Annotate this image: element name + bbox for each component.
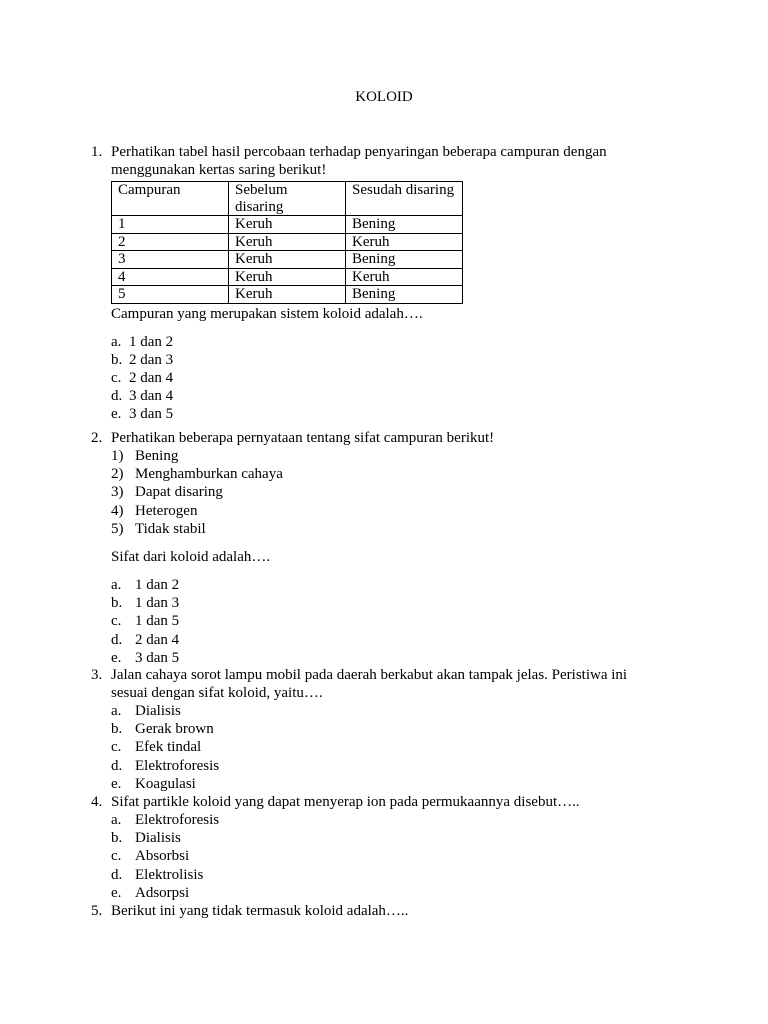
table-cell: Bening: [346, 251, 463, 269]
answer-option[interactable]: [111, 847, 661, 865]
answer-option[interactable]: [111, 757, 661, 775]
table-cell: Keruh: [229, 268, 346, 286]
answer-option[interactable]: [111, 612, 661, 630]
option-marker: b.: [111, 351, 123, 368]
option-marker: b.: [111, 830, 123, 847]
table-cell: Keruh: [229, 251, 346, 269]
table-row: [112, 233, 463, 251]
table-header: Campuran: [112, 182, 229, 216]
option-text: Gerak brown: [135, 721, 214, 738]
option-text: 3 dan 4: [129, 388, 174, 405]
question-prompt: Campuran yang merupakan sistem koloid adalah….: [111, 305, 423, 322]
question-text: Berikut ini yang tidak termasuk koloid adalah…..: [111, 903, 409, 919]
option-text: 2 dan 4: [135, 631, 180, 648]
option-text: 2 dan 3: [129, 351, 174, 368]
option-marker: d.: [111, 388, 123, 405]
table-row: [112, 286, 463, 304]
table-cell: Bening: [346, 286, 463, 304]
answer-option[interactable]: [111, 333, 661, 351]
answer-option[interactable]: [111, 884, 661, 902]
option-marker: b.: [111, 595, 123, 612]
answer-option[interactable]: [111, 829, 661, 847]
option-text: Efek tindal: [135, 739, 202, 756]
option-text: Elektrolisis: [135, 866, 204, 883]
question-number: 4.: [91, 794, 103, 810]
question-number: 1.: [91, 144, 103, 160]
table-cell: 5: [112, 286, 229, 304]
answer-option[interactable]: [111, 387, 661, 405]
table-cell: 2: [112, 233, 229, 251]
statement-item: [111, 502, 661, 520]
option-marker: a.: [111, 333, 122, 350]
option-text: Elektroforesis: [135, 812, 220, 828]
statement-marker: 5): [111, 520, 124, 537]
table-cell: 3: [112, 251, 229, 269]
question-text: Jalan cahaya sorot lampu mobil pada daerah berkabut akan tampak jelas. Peristiwa ini sesuai dengan sifat koloid, yaitu….: [111, 667, 628, 701]
statement-item: [111, 447, 661, 465]
option-marker: e.: [111, 884, 122, 901]
question-5: [91, 902, 661, 920]
option-text: Adsorpsi: [135, 884, 190, 901]
option-marker: e.: [111, 649, 122, 666]
statement-marker: 2): [111, 466, 124, 483]
answer-option[interactable]: [111, 405, 661, 423]
question-number: 3.: [91, 667, 103, 683]
answer-option[interactable]: [111, 866, 661, 884]
option-text: Elektroforesis: [135, 757, 220, 774]
answer-options: [111, 702, 661, 793]
option-marker: c.: [111, 613, 122, 630]
table-cell: Keruh: [229, 233, 346, 251]
statement-list: [111, 447, 661, 538]
answer-option[interactable]: [111, 649, 661, 667]
statement-text: Menghamburkan cahaya: [135, 466, 283, 483]
statement-marker: 4): [111, 502, 124, 519]
answer-option[interactable]: [111, 351, 661, 369]
answer-options: [111, 811, 661, 902]
question-number: 5.: [91, 903, 103, 919]
table-cell: 1: [112, 216, 229, 234]
statement-item: [111, 483, 661, 501]
table-row: [112, 251, 463, 269]
table-cell: Keruh: [346, 233, 463, 251]
answer-option[interactable]: [111, 702, 661, 720]
option-text: 1 dan 3: [135, 595, 180, 612]
statement-text: Heterogen: [135, 502, 198, 519]
statement-text: Dapat disaring: [135, 484, 223, 501]
table-row: [112, 216, 463, 234]
option-text: Dialisis: [135, 703, 181, 719]
option-text: Absorbsi: [135, 848, 190, 865]
option-marker: a.: [111, 812, 122, 828]
statement-item: [111, 465, 661, 483]
statement-marker: 1): [111, 448, 124, 464]
table-cell: 4: [112, 268, 229, 286]
option-marker: a.: [111, 703, 122, 719]
option-marker: d.: [111, 757, 123, 774]
statement-marker: 3): [111, 484, 124, 501]
option-text: 2 dan 4: [129, 369, 174, 386]
answer-option[interactable]: [111, 811, 661, 829]
answer-option[interactable]: [111, 775, 661, 793]
question-prompt: Sifat dari koloid adalah….: [111, 549, 271, 566]
answer-option[interactable]: [111, 720, 661, 738]
table-header: Sebelum disaring: [229, 182, 346, 216]
experiment-table: [111, 181, 463, 304]
table-cell: Keruh: [346, 268, 463, 286]
table-cell: Bening: [346, 216, 463, 234]
table-cell: Keruh: [229, 216, 346, 234]
question-2: [91, 429, 661, 667]
answer-option[interactable]: [111, 576, 661, 594]
option-marker: e.: [111, 775, 122, 792]
table-row: [112, 268, 463, 286]
option-marker: d.: [111, 866, 123, 883]
question-4: [91, 793, 661, 902]
question-3: [91, 666, 661, 793]
option-text: 3 dan 5: [135, 649, 180, 666]
answer-option[interactable]: [111, 594, 661, 612]
option-marker: d.: [111, 631, 123, 648]
option-marker: a.: [111, 577, 122, 594]
question-text: Sifat partikle koloid yang dapat menyerap ion pada permukaannya disebut…..: [111, 794, 580, 810]
answer-option[interactable]: [111, 369, 661, 387]
statement-item: [111, 520, 661, 538]
option-text: 1 dan 2: [129, 333, 174, 350]
option-marker: e.: [111, 406, 122, 423]
option-text: Dialisis: [135, 830, 181, 847]
statement-text: Tidak stabil: [135, 520, 206, 537]
option-text: 1 dan 2: [135, 577, 180, 594]
option-marker: c.: [111, 369, 122, 386]
question-text: Perhatikan beberapa pernyataan tentang sifat campuran berikut!: [111, 430, 495, 446]
option-marker: c.: [111, 739, 122, 756]
table-header: Sesudah disaring: [346, 182, 463, 216]
question-text: Perhatikan tabel hasil percobaan terhadap penyaringan beberapa campuran dengan menggunakan kertas saring berikut!: [111, 144, 607, 178]
option-marker: c.: [111, 848, 122, 865]
answer-options: [111, 333, 661, 424]
statement-text: Bening: [135, 448, 179, 464]
option-text: Koagulasi: [135, 775, 196, 792]
answer-options: [111, 576, 661, 667]
option-text: 1 dan 5: [135, 613, 180, 630]
question-number: 2.: [91, 430, 103, 446]
table-header-row: [112, 182, 463, 216]
answer-option[interactable]: [111, 738, 661, 756]
question-1: [91, 143, 661, 424]
option-text: 3 dan 5: [129, 406, 174, 423]
page-title: KOLOID: [355, 89, 413, 105]
answer-option[interactable]: [111, 631, 661, 649]
option-marker: b.: [111, 721, 123, 738]
table-cell: Keruh: [229, 286, 346, 304]
